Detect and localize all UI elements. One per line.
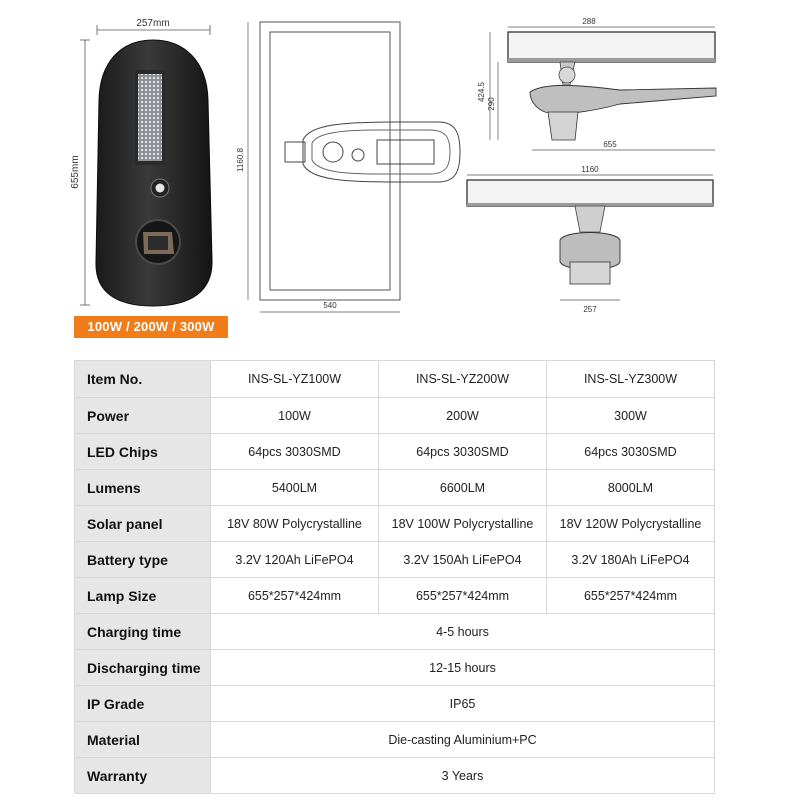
drawing-area bbox=[0, 0, 800, 345]
front-elevation-view bbox=[467, 175, 713, 300]
row-label: IP Grade bbox=[75, 686, 211, 722]
table-cell: Die-casting Aluminium+PC bbox=[211, 722, 715, 758]
table-row bbox=[75, 650, 715, 686]
table-row bbox=[75, 470, 715, 506]
row-label: Discharging time bbox=[75, 650, 211, 686]
mount-socket-shape bbox=[148, 236, 168, 250]
table-row bbox=[75, 758, 715, 794]
header-cell: INS-SL-YZ300W bbox=[547, 361, 715, 398]
spec-table bbox=[74, 360, 715, 794]
table-header-row bbox=[75, 361, 715, 398]
table-cell: 655*257*424mm bbox=[379, 578, 547, 614]
table-cell: 18V 100W Polycrystalline bbox=[379, 506, 547, 542]
technical-drawings bbox=[0, 0, 800, 345]
bottom-head-width-label: 257 bbox=[583, 305, 597, 314]
table-cell: 12-15 hours bbox=[211, 650, 715, 686]
table-row bbox=[75, 722, 715, 758]
table-cell: 5400LM bbox=[211, 470, 379, 506]
row-label: Battery type bbox=[75, 542, 211, 578]
table-cell: IP65 bbox=[211, 686, 715, 722]
table-cell: 18V 120W Polycrystalline bbox=[547, 506, 715, 542]
table-row bbox=[75, 542, 715, 578]
top-width-label: 288 bbox=[582, 17, 596, 26]
table-cell: 200W bbox=[379, 398, 547, 434]
table-cell: 655*257*424mm bbox=[211, 578, 379, 614]
row-label: Lumens bbox=[75, 470, 211, 506]
table-cell: 100W bbox=[211, 398, 379, 434]
row-label: Solar panel bbox=[75, 506, 211, 542]
top-height-a-label: 424.5 bbox=[477, 81, 486, 103]
table-cell: 64pcs 3030SMD bbox=[211, 434, 379, 470]
table-cell: 3.2V 180Ah LiFePO4 bbox=[547, 542, 715, 578]
table-row bbox=[75, 398, 715, 434]
table-cell: 6600LM bbox=[379, 470, 547, 506]
table-cell: 3.2V 120Ah LiFePO4 bbox=[211, 542, 379, 578]
header-cell: INS-SL-YZ100W bbox=[211, 361, 379, 398]
row-label: LED Chips bbox=[75, 434, 211, 470]
table-cell: 64pcs 3030SMD bbox=[379, 434, 547, 470]
panel-height-label: 1160.8 bbox=[236, 148, 245, 172]
bottom-width-label: 1160 bbox=[581, 165, 599, 174]
front-width-label: 257mm bbox=[136, 18, 170, 29]
table-row bbox=[75, 578, 715, 614]
front-view bbox=[70, 18, 212, 306]
top-height-b-label: 290 bbox=[487, 97, 496, 111]
table-cell: 3 Years bbox=[211, 758, 715, 794]
row-label: Charging time bbox=[75, 614, 211, 650]
led-module-shape bbox=[138, 74, 162, 161]
table-cell: 8000LM bbox=[547, 470, 715, 506]
row-label: Warranty bbox=[75, 758, 211, 794]
table-cell: 655*257*424mm bbox=[547, 578, 715, 614]
row-label: Power bbox=[75, 398, 211, 434]
table-cell: 3.2V 150Ah LiFePO4 bbox=[379, 542, 547, 578]
wattage-badge: 100W / 200W / 300W bbox=[74, 316, 228, 338]
header-cell: INS-SL-YZ200W bbox=[379, 361, 547, 398]
table-cell: 64pcs 3030SMD bbox=[547, 434, 715, 470]
panel-outline-view bbox=[248, 22, 460, 312]
row-label: Lamp Size bbox=[75, 578, 211, 614]
table-cell: 300W bbox=[547, 398, 715, 434]
table-row bbox=[75, 614, 715, 650]
front-height-label: 655mm bbox=[70, 155, 81, 189]
table-row bbox=[75, 686, 715, 722]
table-cell: 4-5 hours bbox=[211, 614, 715, 650]
top-arm-length-label: 655 bbox=[603, 140, 617, 149]
panel-width-label: 540 bbox=[323, 301, 337, 310]
side-elevation-view bbox=[490, 27, 716, 150]
row-label: Material bbox=[75, 722, 211, 758]
table-row bbox=[75, 434, 715, 470]
sensor-shape bbox=[156, 184, 165, 193]
table-row bbox=[75, 506, 715, 542]
header-label: Item No. bbox=[75, 361, 211, 398]
table-cell: 18V 80W Polycrystalline bbox=[211, 506, 379, 542]
